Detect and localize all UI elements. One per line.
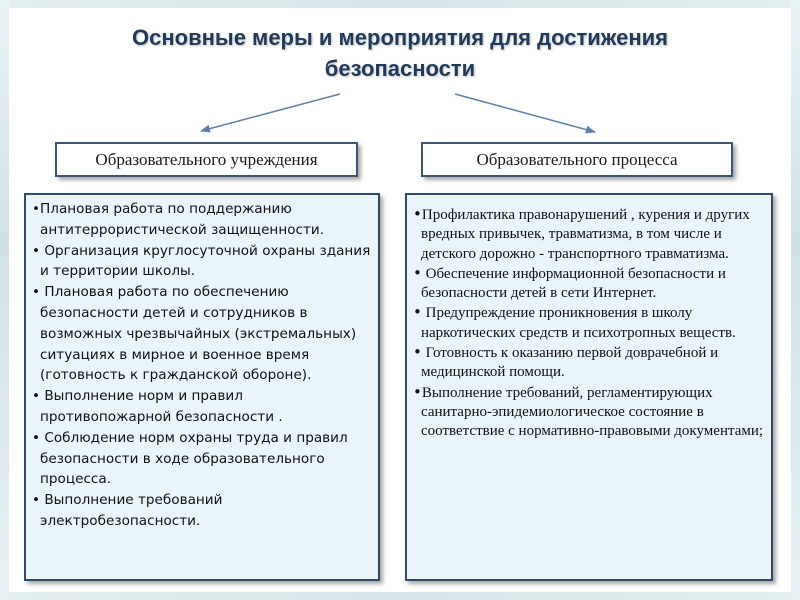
header-box-institution xyxy=(55,142,358,177)
arrow-left xyxy=(201,94,340,131)
header-label-institution: Образовательного учреждения xyxy=(95,149,318,169)
bullet-icon: • xyxy=(413,303,422,322)
bullet-icon: • xyxy=(413,205,422,223)
list-item: •Выполнение требований, регламентирующих санитарно-эпидемиологическое состояние в соответствие с нормативно-правовыми документами; xyxy=(413,382,764,440)
bullet-icon: • xyxy=(413,382,422,401)
list-item: • Соблюдение норм охраны труда и правил безопасности в ходе образовательного процесса. xyxy=(32,429,348,488)
bullet-icon: • xyxy=(32,492,41,509)
list-item: •Плановая работа по поддержанию антитеррористической защищенности. xyxy=(32,201,325,238)
header-label-process: Образовательного процесса xyxy=(476,149,678,169)
arrow-right xyxy=(455,94,595,132)
list-item: • Выполнение требований электробезопасности. xyxy=(32,492,223,529)
bullet-icon: • xyxy=(413,343,422,362)
bullet-icon: • xyxy=(32,388,41,405)
measures-list-process xyxy=(405,193,773,581)
measures-list-institution xyxy=(24,193,380,581)
bullet-icon: • xyxy=(32,242,41,259)
list-item: • Выполнение норм и правил противопожарной безопасности . xyxy=(32,388,283,425)
list-item: • Предупреждение проникновения в школу наркотических средств и психотропных веществ. xyxy=(413,303,736,341)
list-item: • Плановая работа по обеспечению безопасности детей и сотрудников в возможных чрезвычайных (экстремальных) ситуациях в мирное и военное время (готовность к гражданской обороне). xyxy=(32,284,357,384)
header-box-process xyxy=(421,142,733,177)
list-item: •Профилактика правонарушений , курения и других вредных привычек, травматизма, в том числе и детского дорожно - транспортного травматизма. xyxy=(413,205,750,262)
slide-title: Основные меры и мероприятия для достижения безопасности xyxy=(132,25,668,81)
bullet-icon: • xyxy=(413,263,422,282)
list-item: • Обеспечение информационной безопасности и безопасности детей в сети Интернет. xyxy=(413,263,726,302)
bullet-icon: • xyxy=(32,429,41,446)
list-item: • Организация круглосуточной охраны здания и территории школы. xyxy=(32,242,371,280)
bullet-icon: • xyxy=(32,201,41,217)
list-item: • Готовность к оказанию первой доврачебной и медицинской помощи. xyxy=(413,343,719,381)
bullet-icon: • xyxy=(32,284,41,301)
